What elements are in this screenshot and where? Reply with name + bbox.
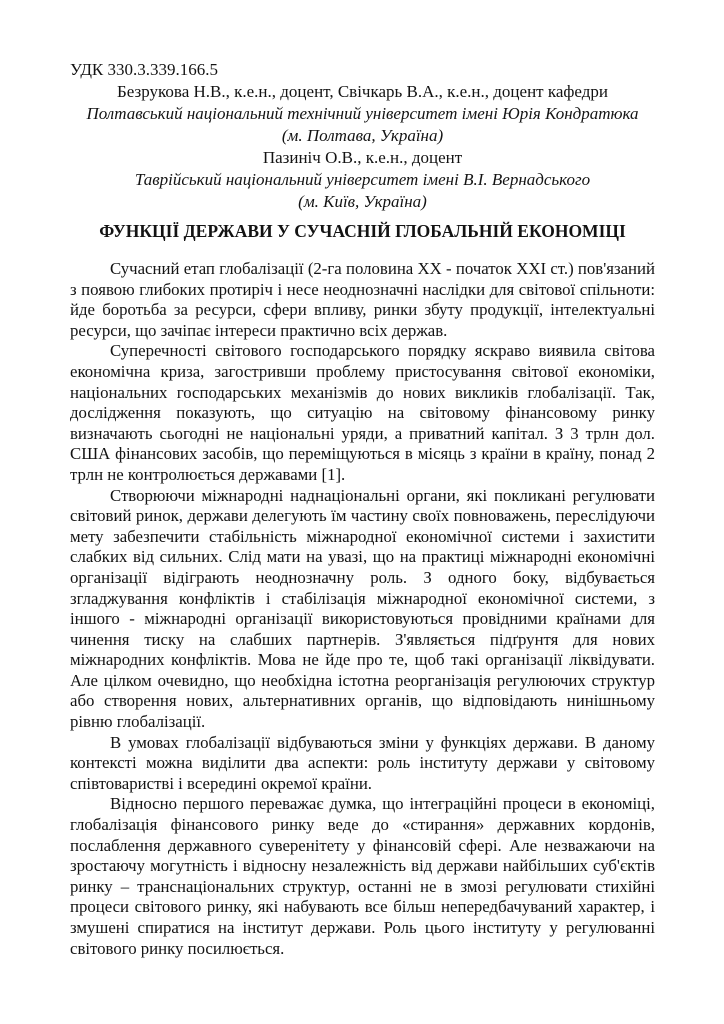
paragraph-5: Відносно першого переважає думка, що інтеграційні процеси в економіці, глобалізація фінансового ринку веде до «стирання» державних кордонів, послаблення державного суверенітету у фінансовій сфері. Але незважаючи на зростаючу могутність і відносну незалежність від держави найбільших суб'єктів ринку – транснаціональних структур, останні не в змозі регулювати стихійні процеси світового ринку, які набувають все більш непередбачуваний характер, і змушені спиратися на інститут держави. Роль цього інституту у регулюванні світового ринку посилюється.: [70, 794, 655, 958]
author-location-1: (м. Полтава, Україна): [281, 126, 444, 145]
article-body: [70, 259, 655, 959]
paragraph-4: В умовах глобалізації відбуваються зміни у функціях держави. В даному контексті можна виділити два аспекти: роль інституту держави у світовому співтоваристві і всередині окремої країни.: [70, 732, 655, 793]
author-affiliation-1: Полтавський національний технічний університет імені Юрія Кондратюка: [86, 104, 639, 123]
author-location-2: (м. Київ, Україна): [298, 192, 427, 211]
author-names-1: Безрукова Н.В., к.е.н., доцент, Свічкарь В.А., к.е.н., доцент кафедри: [117, 82, 608, 101]
author-block-1: [70, 81, 655, 147]
author-block-2: [70, 147, 655, 213]
paragraph-2: Суперечності світового господарського порядку яскраво виявила світова економічна криза, загостривши проблему пристосування світової економіки, національних господарських механізмів до нових викликів глобалізації. Так, дослідження показують, що ситуацію на світовому фінансовому ринку визначають сьогодні не національні уряди, а приватний капітал. З 3 трлн дол. США фінансових засобів, що переміщуються в місяць з країни в країну, понад 2 трлн не контролюється державами [1].: [70, 341, 655, 484]
paragraph-3: Створюючи міжнародні наднаціональні органи, які покликані регулювати світовий ринок, держави делегують їм частину своїх повноважень, переслідуючи мету забезпечити стабільність міжнародної економічної системи і захистити слабких від сильних. Слід мати на увазі, що на практиці міжнародні економічні організації відіграють неоднозначну роль. З одного боку, відбувається згладжування конфліктів і стабілізація міжнародної економічної системи, з іншого - міжнародні організації використовуються провідними країнами для чинення тиску на слабших партнерів. З'являється підґрунтя для нових міжнародних конфліктів. Мова не йде про те, щоб такі організації ліквідувати. Але цілком очевидно, що необхідна істотна реорганізація регулюючих структур або створення нових, альтернативних органів, що відповідають нинішньому рівню глобалізації.: [70, 485, 655, 732]
article-title: ФУНКЦІЇ ДЕРЖАВИ У СУЧАСНІЙ ГЛОБАЛЬНІЙ ЕКОНОМІЦІ: [99, 221, 626, 241]
author-affiliation-2: Таврійський національний університет імені В.І. Вернадського: [134, 170, 591, 189]
author-names-2: Пазиніч О.В., к.е.н., доцент: [262, 148, 463, 167]
paragraph-1: Сучасний етап глобалізації (2-га половина XX - початок XXI ст.) пов'язаний з появою глибоких протиріч і несе неоднозначні наслідки для світової спільноти: йде боротьба за ресурси, сфери впливу, ринки збуту продукції, інтелектуальні ресурси, що зачіпає інтереси практично всіх держав.: [70, 259, 655, 340]
udc-number: УДК 330.3.339.166.5: [70, 60, 219, 79]
